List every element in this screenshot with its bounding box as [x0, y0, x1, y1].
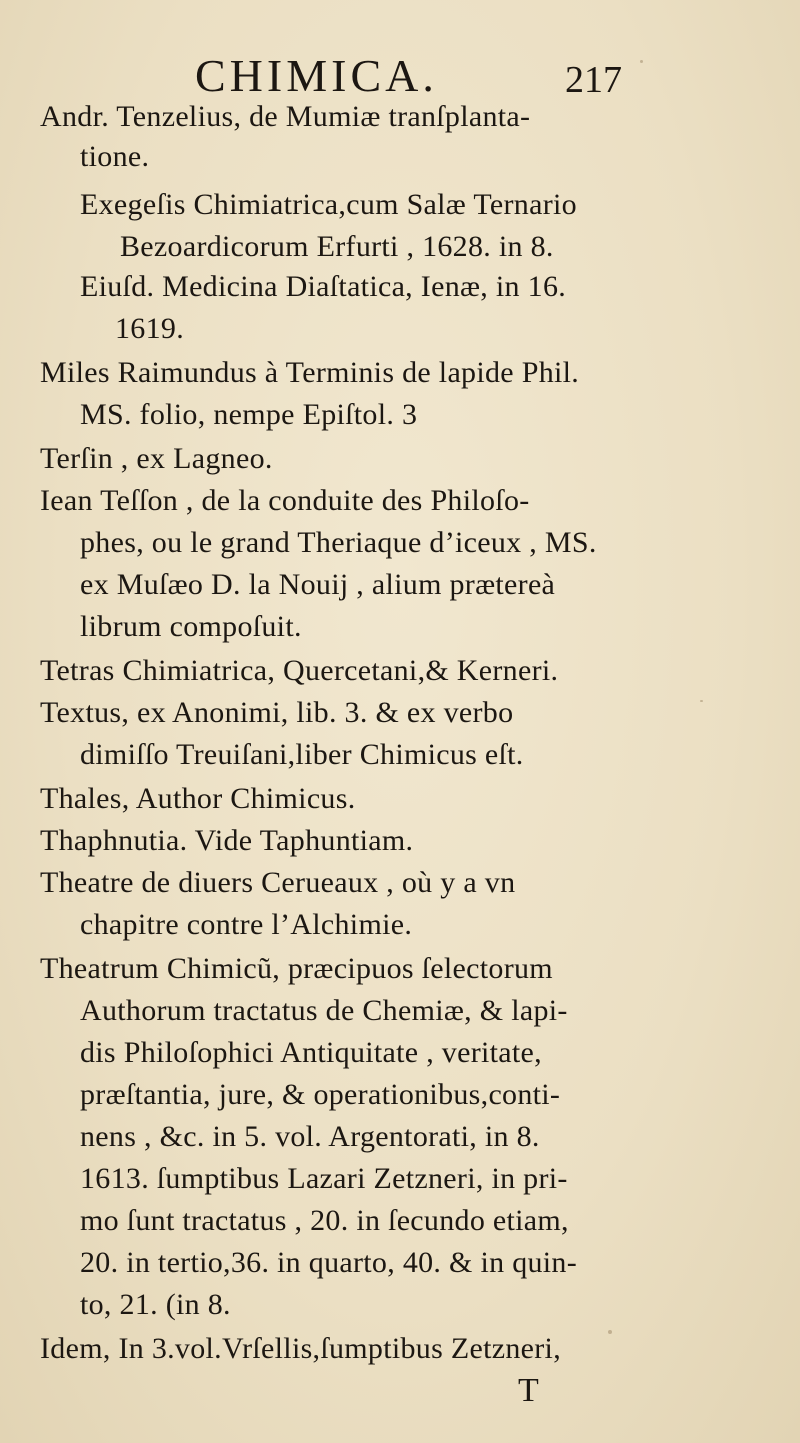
text-line: Thales, Author Chimicus.	[40, 782, 356, 815]
text-line: Andr. Tenzelius, de Mumiæ tranſplanta-	[40, 100, 531, 133]
text-line: præſtantia, jure, & operationibus,conti-	[80, 1078, 561, 1111]
text-line: nens , &c. in 5. vol. Argentorati, in 8.	[80, 1120, 540, 1153]
text-line: Terſin , ex Lagneo.	[40, 442, 273, 475]
paper-speck	[700, 700, 703, 702]
text-line: Iean Teſſon , de la conduite des Philoſo-	[40, 484, 530, 517]
text-line: to, 21. (in 8.	[80, 1288, 231, 1321]
text-line: chapitre contre l’Alchimie.	[80, 908, 413, 941]
text-line: tione.	[80, 140, 150, 173]
paper-speck	[640, 60, 643, 63]
text-line: Miles Raimundus à Terminis de lapide Phil.	[40, 356, 580, 389]
text-line: 20. in tertio,36. in quarto, 40. & in quin-	[80, 1246, 578, 1279]
text-line: 1619.	[115, 312, 184, 345]
text-line: MS. folio, nempe Epiſtol. 3	[80, 398, 418, 431]
text-line: ex Muſæo D. la Nouij , alium prætereà	[80, 568, 556, 601]
running-title: CHIMICA.	[195, 50, 438, 101]
text-line: dis Philoſophici Antiquitate , veritate,	[80, 1036, 542, 1069]
text-line: Tetras Chimiatrica, Quercetani,& Kerneri.	[40, 654, 559, 687]
text-line: mo ſunt tractatus , 20. in ſecundo etiam,	[80, 1204, 569, 1237]
text-line: Bezoardicorum Erfurti , 1628. in 8.	[120, 230, 554, 263]
text-line: Thaphnutia. Vide Taphuntiam.	[40, 824, 414, 857]
page-number: 217	[565, 59, 622, 101]
text-line: Authorum tractatus de Chemiæ, & lapi-	[80, 994, 568, 1027]
text-line: librum compoſuit.	[80, 610, 302, 643]
paper-speck	[608, 1330, 612, 1334]
running-head	[0, 48, 800, 104]
text-line: phes, ou le grand Theriaque d’iceux , MS.	[80, 526, 597, 559]
catchword: T	[518, 1372, 539, 1409]
text-line: Theatrum Chimicũ, præcipuos ſelectorum	[40, 952, 553, 985]
text-line: Idem, In 3.vol.Vrſellis,ſumptibus Zetzneri,	[40, 1332, 561, 1365]
text-line: Theatre de diuers Cerueaux , où y a vn	[40, 866, 516, 899]
text-line: dimiſſo Treuiſani,liber Chimicus eſt.	[80, 738, 524, 771]
text-line: Exegeſis Chimiatrica,cum Salæ Ternario	[80, 188, 577, 221]
text-line: 1613. ſumptibus Lazari Zetzneri, in pri-	[80, 1162, 568, 1195]
text-line: Textus, ex Anonimi, lib. 3. & ex verbo	[40, 696, 514, 729]
text-line: Eiuſd. Medicina Diaſtatica, Ienæ, in 16.	[80, 270, 567, 303]
